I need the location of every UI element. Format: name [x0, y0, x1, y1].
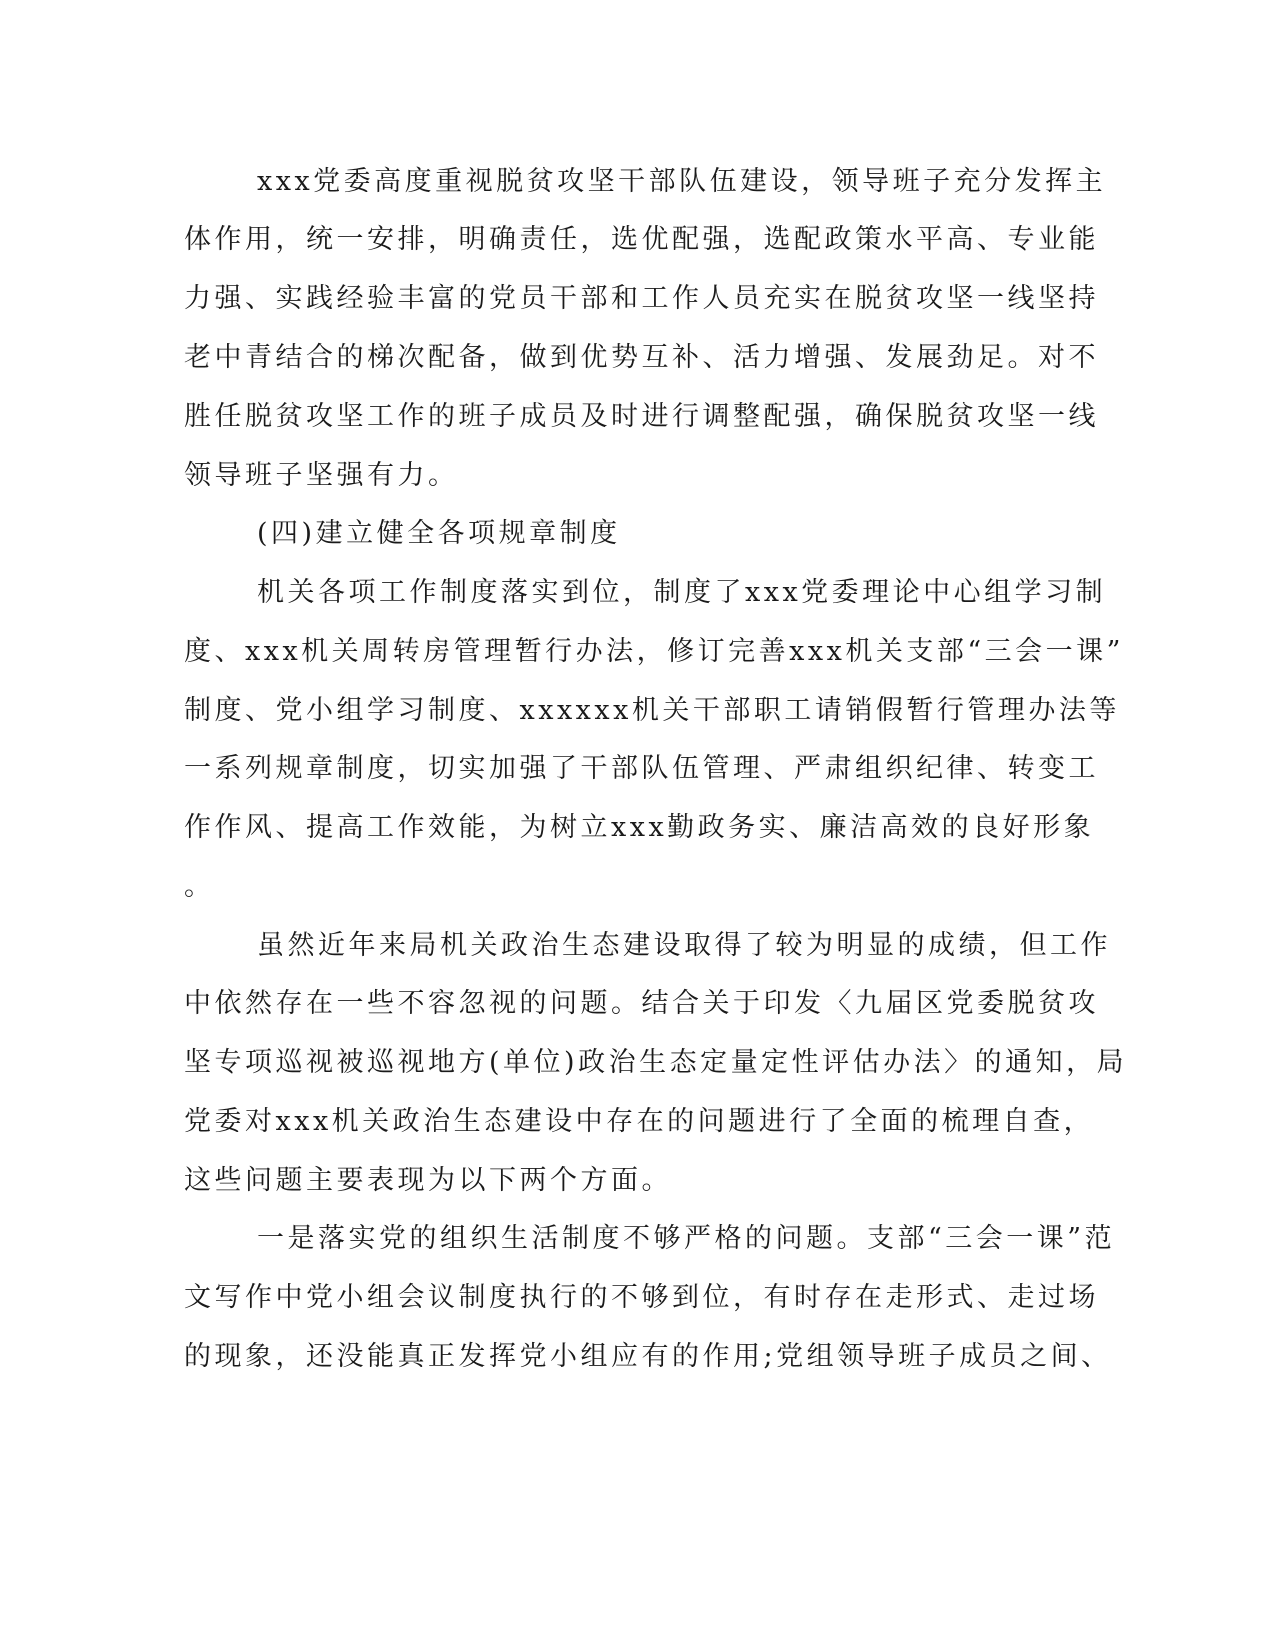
paragraph-line: 中依然存在一些不容忽视的问题。结合关于印发〈九届区党委脱贫攻 — [184, 988, 1099, 1019]
paragraph-line: 一是落实党的组织生活制度不够严格的问题。支部“三会一课”范 — [257, 1223, 1116, 1254]
paragraph-line: 文写作中党小组会议制度执行的不够到位，有时存在走形式、走过场 — [184, 1282, 1099, 1313]
paragraph-line: 虽然近年来局机关政治生态建设取得了较为明显的成绩，但工作 — [257, 930, 1111, 961]
paragraph-line: 体作用，统一安排，明确责任，选优配强，选配政策水平高、专业能 — [184, 224, 1099, 255]
paragraph-line: 度、xxx机关周转房管理暂行办法，修订完善xxx机关支部“三会一课” — [184, 636, 1124, 667]
paragraph-line: 坚专项巡视被巡视地方(单位)政治生态定量定性评估办法〉的通知，局 — [184, 1047, 1128, 1078]
paragraph-line: 机关各项工作制度落实到位，制度了xxx党委理论中心组学习制 — [257, 577, 1107, 608]
paragraph-line: 这些问题主要表现为以下两个方面。 — [184, 1165, 672, 1196]
paragraph-line: 制度、党小组学习制度、xxxxxx机关干部职工请销假暂行管理办法等 — [184, 695, 1120, 726]
paragraph-line: 。 — [184, 871, 215, 902]
section-heading: (四)建立健全各项规章制度 — [257, 518, 621, 549]
paragraph-line: 力强、实践经验丰富的党员干部和工作人员充实在脱贫攻坚一线坚持 — [184, 283, 1099, 314]
paragraph-line: xxx党委高度重视脱贫攻坚干部队伍建设，领导班子充分发挥主 — [257, 166, 1107, 197]
paragraph-line: 作作风、提高工作效能，为树立xxx勤政务实、廉洁高效的良好形象 — [184, 812, 1095, 843]
paragraph-line: 的现象，还没能真正发挥党小组应有的作用;党组领导班子成员之间、 — [184, 1341, 1112, 1372]
paragraph-line: 党委对xxx机关政治生态建设中存在的问题进行了全面的梳理自查， — [184, 1106, 1095, 1137]
paragraph-line: 胜任脱贫攻坚工作的班子成员及时进行调整配强，确保脱贫攻坚一线 — [184, 401, 1099, 432]
paragraph-line: 领导班子坚强有力。 — [184, 460, 459, 491]
paragraph-line: 老中青结合的梯次配备，做到优势互补、活力增强、发展劲足。对不 — [184, 342, 1099, 373]
paragraph-line: 一系列规章制度，切实加强了干部队伍管理、严肃组织纪律、转变工 — [184, 753, 1099, 784]
